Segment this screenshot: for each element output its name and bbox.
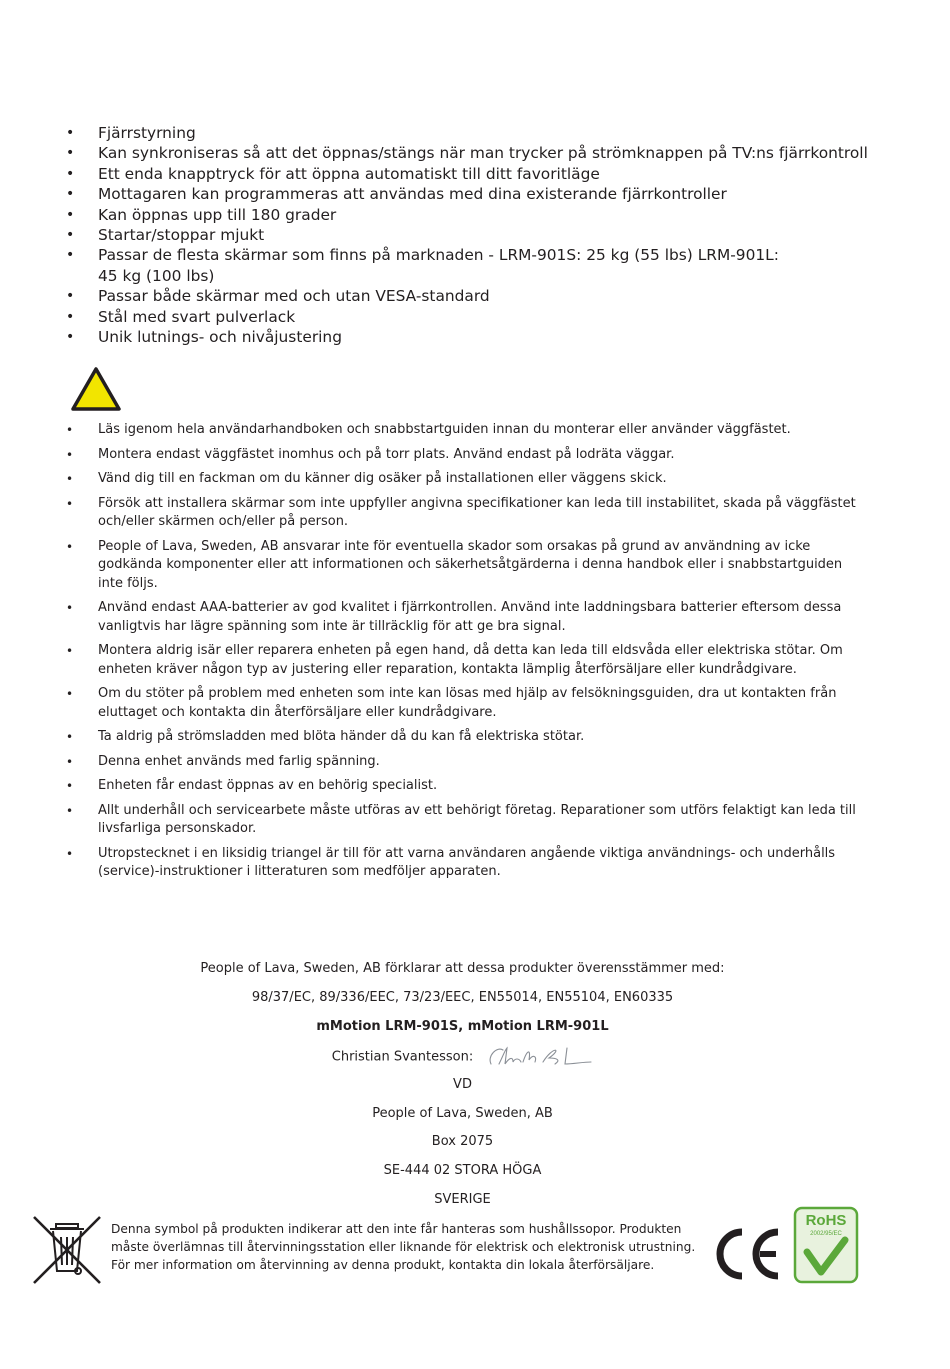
- feature-item: • Unik lutnings- och nivåjustering: [64, 327, 904, 347]
- feature-item: • Ett enda knapptryck för att öppna automatiskt till ditt favoritläge: [64, 164, 904, 184]
- feature-item: • Mottagaren kan programmeras att användas med dina existerande fjärrkontroller: [64, 184, 904, 204]
- rohs-directive: 2002/95/EC: [810, 1231, 842, 1237]
- feature-item: • Startar/stoppar mjukt: [64, 225, 904, 245]
- feature-item: • Kan öppnas upp till 180 grader: [64, 205, 904, 225]
- warning-item: • Allt underhåll och servicearbete måste utföras av ett behörigt företag. Reparationer som utförs felaktigt kan leda till livsfarliga personskador.: [64, 802, 864, 839]
- company-name: People of Lava, Sweden, AB: [372, 1106, 553, 1121]
- signatory-title: VD: [453, 1077, 472, 1092]
- warning-item: • Läs igenom hela användarhandboken och snabbstartguiden innan du monterar eller använder väggfästet.: [64, 421, 864, 439]
- warning-list: [64, 421, 864, 888]
- feature-weight-cont: 45 kg (100 lbs): [98, 266, 215, 285]
- company-country: SVERIGE: [434, 1192, 491, 1207]
- weee-notice: Denna symbol på produkten indikerar att den inte får hanteras som hushållssopor. Produkten måste överlämnas till återvinningsstation eller liknande för elektrisk och elektronisk utrustning. För mer information om återvinning av denna produkt, kontakta din lokala återförsäljare.: [111, 1222, 696, 1272]
- warning-item: • Om du stöter på problem med enheten som inte kan lösas med hjälp av felsökningsguiden, dra ut kontakten från eluttaget och kontakta din återförsäljare eller kundrådgivare.: [64, 685, 864, 722]
- warning-item: • Utropstecknet i en liksidig triangel är till för att varna användaren angående viktiga användnings- och underhålls (service)-instruktioner i litteraturen som medföljer apparaten.: [64, 845, 864, 882]
- warning-item: • Försök att installera skärmar som inte uppfyller angivna specifikationer kan leda till instabilitet, skada på väggfästet och/eller skärmen och/eller på person.: [64, 495, 864, 532]
- warning-item: • Vänd dig till en fackman om du känner dig osäker på installationen eller väggens skick.: [64, 470, 864, 488]
- declaration-intro: People of Lava, Sweden, AB förklarar att dessa produkter överensstämmer med:: [200, 961, 725, 976]
- feature-item: • Stål med svart pulverlack: [64, 307, 904, 327]
- warning-item: • People of Lava, Sweden, AB ansvarar inte för eventuella skador som orsakas på grund av användning av icke godkända komponenter eller att informationen och säkerhetsåtgärderna i denna handbok eller i snabbstartguiden inte följs.: [64, 538, 864, 593]
- warning-item: • Montera aldrig isär eller reparera enheten på egen hand, då detta kan leda till eldsvåda eller elektriska stötar. Om enheten kräver någon typ av justering eller reparation, kontakta lämplig återförsäljare eller kundrådgivare.: [64, 642, 864, 679]
- feature-list: [64, 123, 904, 347]
- feature-item: • Passar både skärmar med och utan VESA-standard: [64, 286, 904, 306]
- declaration-standards: 98/37/EC, 89/336/EEC, 73/23/EEC, EN55014, EN55104, EN60335: [251, 990, 674, 1005]
- warning-item: • Ta aldrig på strömsladden med blöta händer då du kan få elektriska stötar.: [64, 728, 864, 746]
- company-box: Box 2075: [431, 1134, 494, 1149]
- feature-item: • Fjärrstyrning: [64, 123, 904, 143]
- crossed-bin-icon: [30, 1213, 104, 1287]
- feature-weight-text: Passar de flesta skärmar som finns på marknaden - LRM-901S: 25 kg (55 lbs) LRM-901L:: [98, 246, 779, 265]
- signatory-label: Christian Svantesson:: [331, 1049, 474, 1065]
- warning-item: • Enheten får endast öppnas av en behörig specialist.: [64, 777, 864, 795]
- warning-triangle-icon: [70, 366, 122, 412]
- feature-item: • Kan synkroniseras så att det öppnas/stängs när man trycker på strömknappen på TV:ns fjärrkontroll: [64, 143, 904, 163]
- signature-image: [483, 1044, 593, 1070]
- warning-item: • Montera endast väggfästet inomhus och på torr plats. Använd endast på lodräta väggar.: [64, 446, 864, 464]
- rohs-mark-icon: [793, 1206, 859, 1284]
- signature-line: [0, 1044, 925, 1070]
- declaration-products: mMotion LRM-901S, mMotion LRM-901L: [316, 1019, 609, 1034]
- warning-item: • Använd endast AAA-batterier av god kvalitet i fjärrkontrollen. Använd inte laddningsbara batterier eftersom dessa vanligtvis har lägre spänning som inte är tillräcklig för att ge bra signal.: [64, 599, 864, 636]
- ce-mark-icon: [708, 1226, 784, 1282]
- warning-item: • Denna enhet används med farlig spänning.: [64, 753, 864, 771]
- company-postal: SE-444 02 STORA HÖGA: [383, 1163, 542, 1178]
- rohs-label: RoHS: [805, 1212, 847, 1229]
- feature-item-weight: [64, 245, 904, 286]
